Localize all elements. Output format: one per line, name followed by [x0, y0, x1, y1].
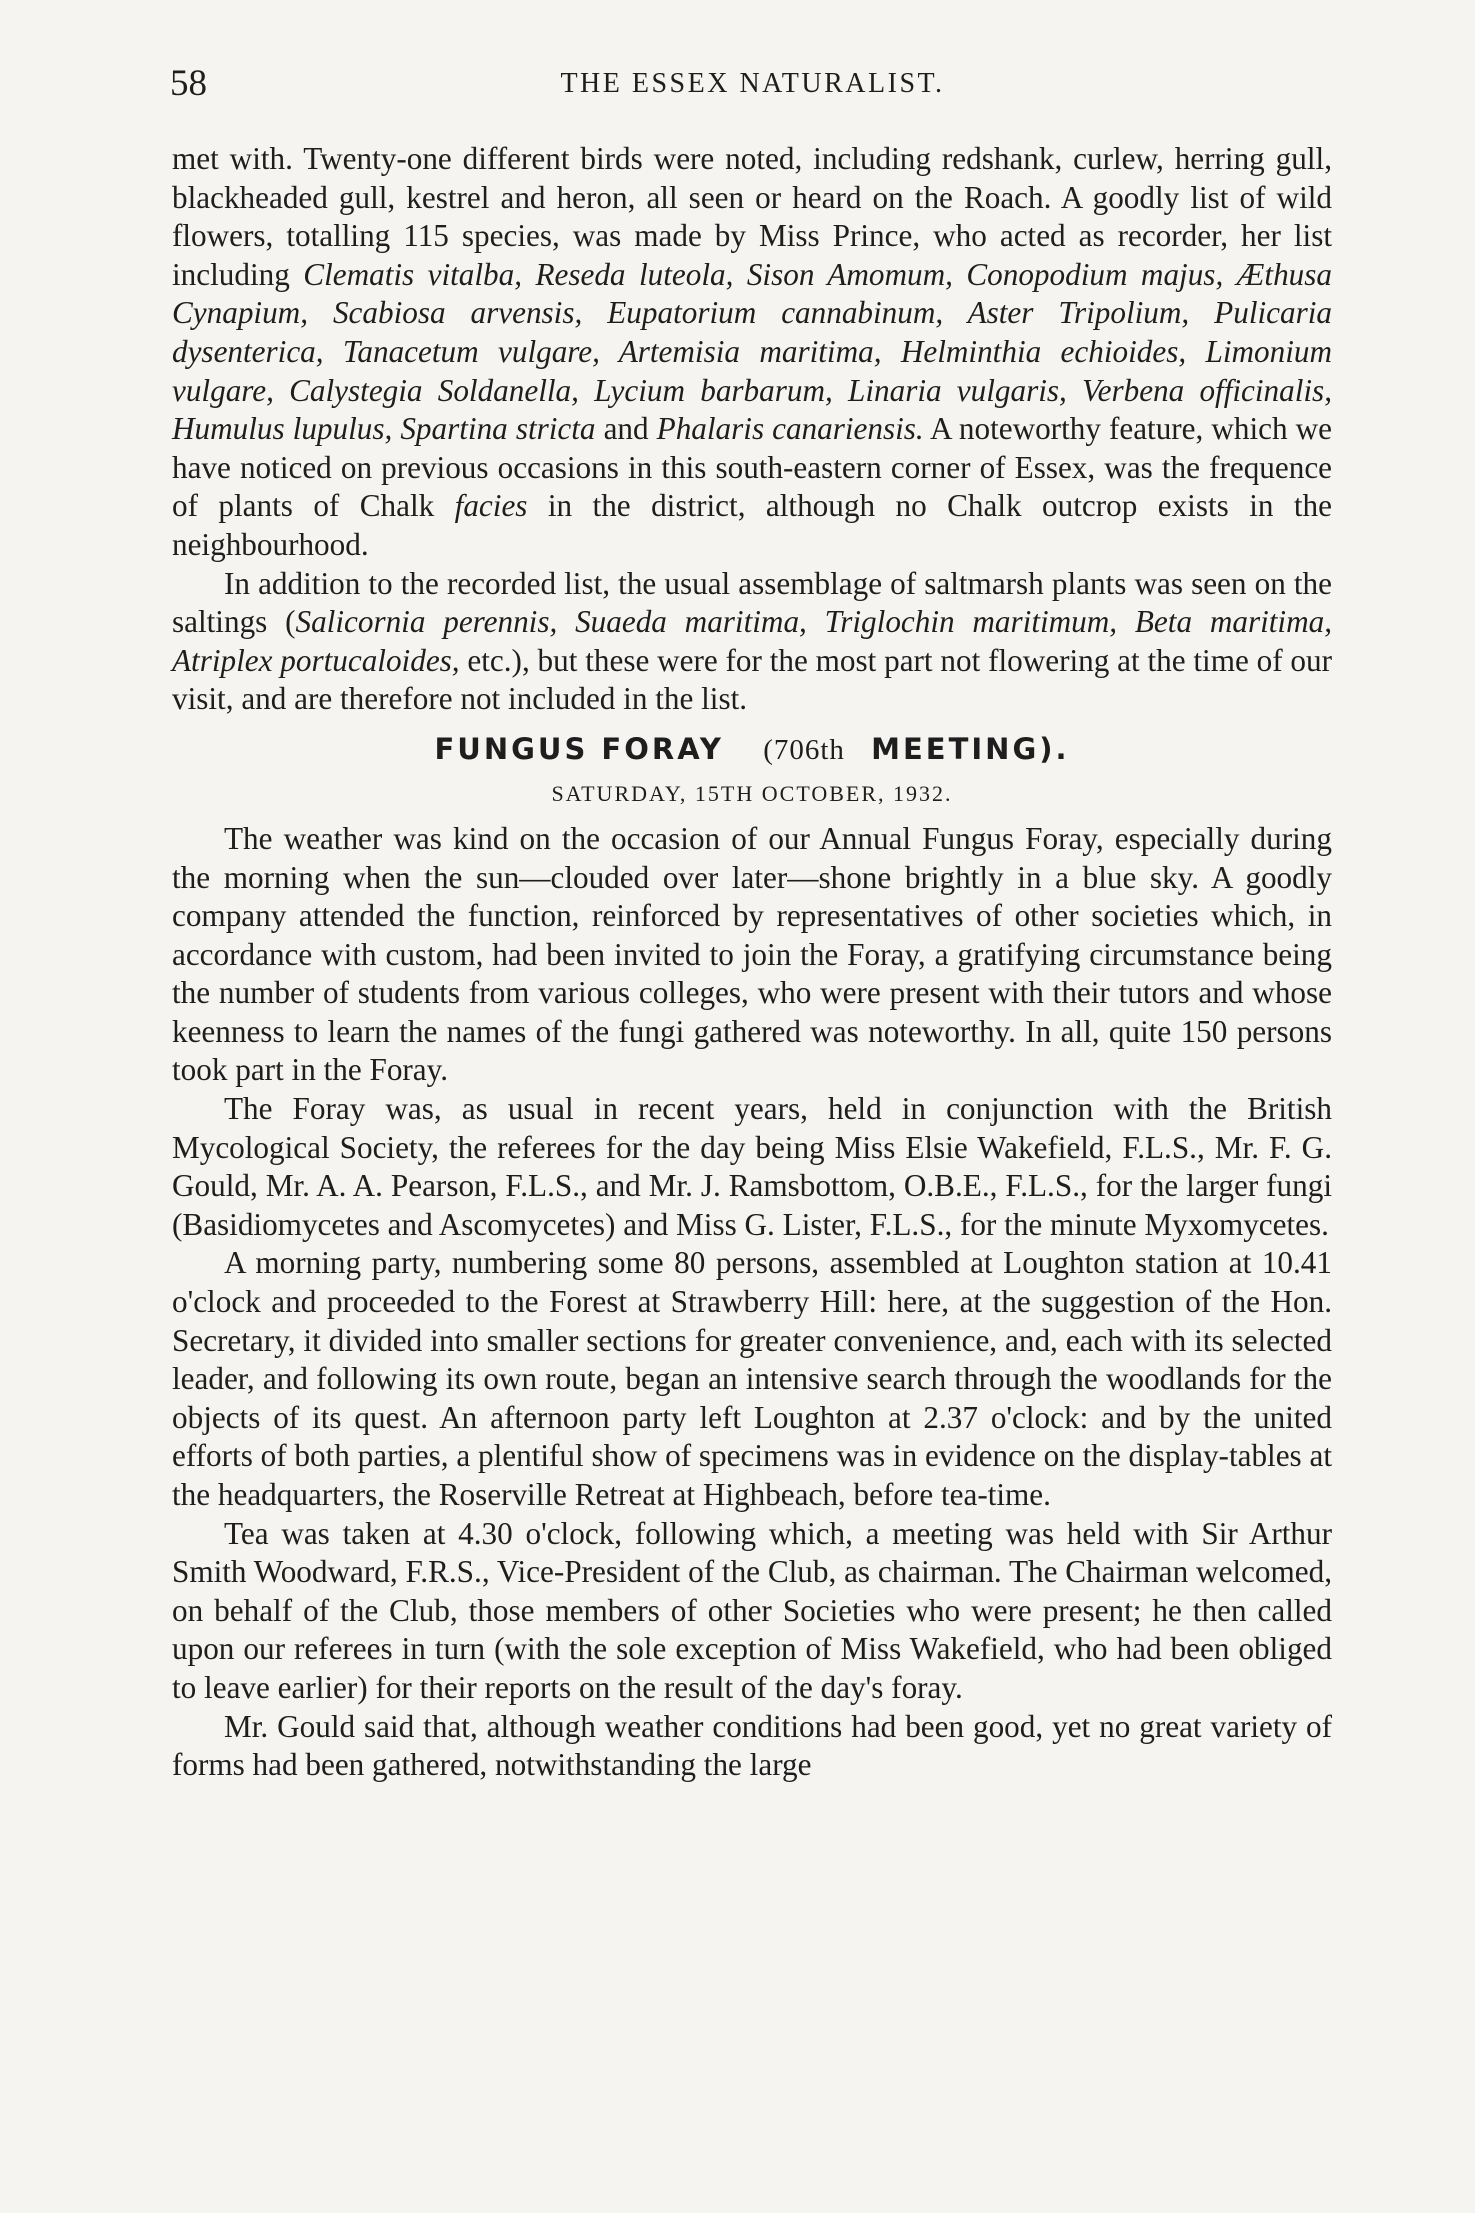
running-head — [170, 62, 1335, 112]
text: A noteworthy feature, which we have noticed on previous occasions in this south-eastern corner of Essex, was the frequence of plants of Chalk — [172, 411, 1332, 524]
paragraph-weather: The weather was kind on the occasion of our Annual Fungus Foray, especially during the morning when the sun—clouded over later—shone brightly in a blue sky. A goodly company attended the function, reinforced by representatives of other societies which, in accordance with custom, had been invited to join the Foray, a gratifying circumstance being the number of students from various colleges, who were present with their tutors and whose keenness to learn the names of the fungi gathered was noteworthy. In all, quite 150 persons took part in the Foray. — [172, 820, 1332, 1088]
page-number: 58 — [170, 63, 207, 104]
paragraph-referees: The Foray was, as usual in recent years, held in conjunction with the British Mycological Society, the referees for the day being Miss Elsie Wakefield, F.L.S., Mr. F. G. Gould, Mr. A. A. Pearson, F.L.S., and Mr. J. Ramsbottom, O.B.E., F.L.S., for the larger fungi (Basidiomycetes and Ascomycetes) and Miss G. Lister, F.L.S., for the minute Myxomycetes. — [172, 1091, 1332, 1242]
paragraph-bird-and-flower-list — [172, 140, 1332, 565]
article-body — [172, 140, 1332, 1785]
text: and — [595, 411, 657, 447]
paragraph-tea-meeting: Tea was taken at 4.30 o'clock, following which, a meeting was held with Sir Arthur Smith Woodward, F.R.S., Vice-President of the Club, as chairman. The Chairman welcomed, on behalf of the Club, those members of other Societies who were present; he then called upon our referees in turn (with the sole exception of Miss Wakefield, who had been obliged to leave earlier) for their reports on the result of the day's foray. — [172, 1515, 1332, 1705]
meeting-label: MEETING). — [871, 731, 1070, 766]
meeting-heading — [172, 729, 1332, 770]
text: etc.), but these were for the most part not flowering at the time of our visit, and are therefore not included in the list. — [172, 642, 1332, 717]
journal-title: THE ESSEX NATURALIST. — [560, 68, 945, 99]
meeting-date: SATURDAY, 15TH OCTOBER, 1932. — [551, 780, 953, 806]
term-facies: facies — [454, 488, 528, 524]
text: in the district, although no Chalk outcrop exists in the neighbourhood. — [172, 488, 1332, 562]
paragraph-gould-report: Mr. Gould said that, although weather conditions had been good, yet no great variety of forms had been gathered, notwithstanding the large — [172, 1708, 1332, 1783]
species-list: Clematis vitalba, Reseda luteola, Sison Amomum, Conopodium majus, Æthusa Cynapium, Scabiosa arvensis, Eupatorium cannabinum, Aster Tripolium, Pulicaria dysenterica, Tanacetum vulgare, Artemisia maritima, Helminthia echioides, Limonium vulgare, Calystegia Soldanella, Lycium barbarum, Linaria vulgaris, Verbena officinalis, Humulus lupulus, Spartina stricta — [172, 256, 1332, 447]
saltmarsh-species-list: Salicornia perennis, Suaeda maritima, Triglochin maritimum, Beta maritima, Atriplex portucaloides, — [172, 604, 1332, 678]
meeting-title: FUNGUS FORAY — [434, 731, 724, 766]
text: In addition to the recorded list, the usual assemblage of saltmarsh plants was seen on the saltings ( — [172, 565, 1332, 640]
paragraph-saltmarsh-plants — [172, 565, 1332, 719]
species-name: Phalaris canariensis. — [656, 411, 924, 447]
meeting-number: (706th — [763, 733, 845, 766]
paragraph-morning-party: A morning party, numbering some 80 persons, assembled at Loughton station at 10.41 o'clock and proceeded to the Forest at Strawberry Hill: here, at the suggestion of the Hon. Secretary, it divided into smaller sections for greater convenience, and, each with its selected leader, and following its own route, began an intensive search through the woodlands for the objects of its quest. An afternoon party left Loughton at 2.37 o'clock: and by the united efforts of both parties, a plentiful show of specimens was in evidence on the display-tables at the headquarters, the Roserville Retreat at Highbeach, before tea-time. — [172, 1245, 1332, 1512]
text: met with. Twenty-one different birds were noted, including redshank, curlew, herring gull, blackheaded gull, kestrel and heron, all seen or heard on the Roach. A goodly list of wild flowers, totalling 115 species, was made by Miss Prince, who acted as recorder, her list including — [172, 141, 1332, 292]
